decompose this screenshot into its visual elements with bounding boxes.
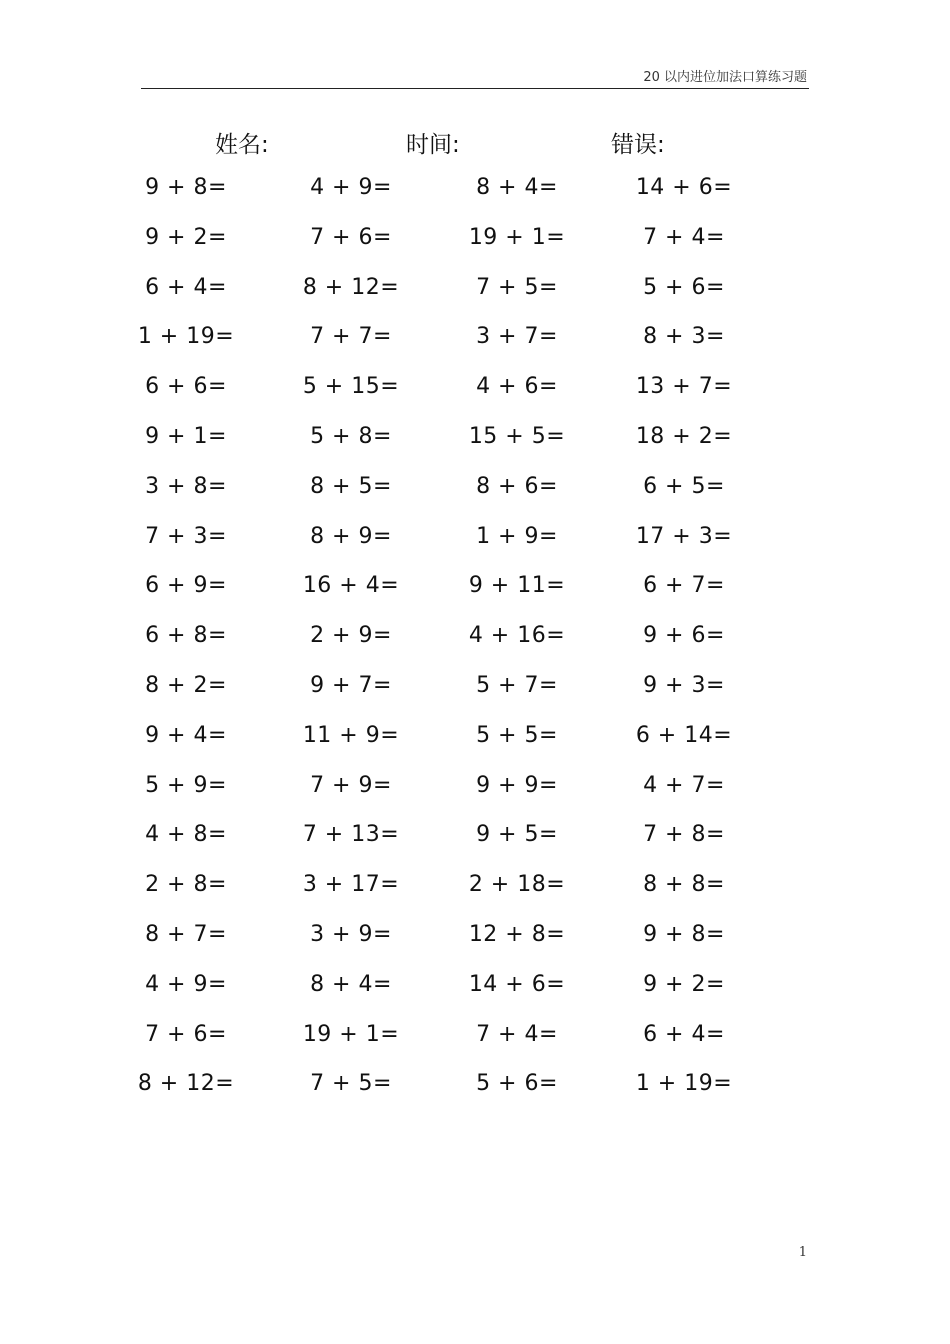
errors-label: 错误: [611,132,665,158]
problem-item: 6 + 4= [643,1021,725,1047]
problem-item: 9 + 8= [643,922,725,947]
problem-item: 3 + 8= [145,473,227,499]
problem-item: 9 + 2= [643,971,725,997]
problem-item: 8 + 12= [302,274,400,300]
problem-item: 14 + 6= [468,971,566,997]
problem-item: 8 + 9= [310,523,392,549]
problem-item: 2 + 18= [468,872,566,898]
header-divider [141,88,809,89]
problem-item: 5 + 9= [145,772,227,798]
problem-item: 3 + 17= [302,872,400,898]
problem-item: 4 + 9= [145,971,227,997]
problem-item: 7 + 4= [643,224,725,250]
problem-item: 7 + 5= [310,1071,392,1097]
problem-item: 5 + 6= [476,1071,558,1097]
problem-item: 5 + 7= [476,673,558,698]
problem-item: 4 + 7= [643,772,725,798]
problem-item: 7 + 6= [145,1021,227,1047]
problem-item: 6 + 6= [145,374,227,400]
problem-item: 6 + 8= [145,623,227,649]
problem-item: 9 + 11= [468,573,566,599]
problem-item: 7 + 8= [643,822,725,848]
problem-item: 14 + 6= [635,175,733,200]
problem-item: 5 + 6= [643,274,725,300]
problem-item: 4 + 9= [310,175,392,200]
problem-item: 6 + 4= [145,274,227,300]
problem-item: 4 + 8= [145,822,227,848]
problem-item: 9 + 9= [476,772,558,798]
problem-item: 1 + 19= [137,324,235,350]
problem-item: 16 + 4= [302,573,400,599]
problem-item: 9 + 3= [643,673,725,698]
problem-item: 3 + 9= [310,922,392,947]
problem-item: 1 + 19= [635,1071,733,1097]
problem-item: 5 + 8= [310,424,392,449]
problem-item: 7 + 4= [476,1021,558,1047]
problem-item: 5 + 15= [302,374,400,400]
time-label: 时间: [406,132,460,158]
problem-item: 9 + 4= [145,722,227,748]
problem-item: 15 + 5= [468,424,566,449]
problem-item: 8 + 3= [643,324,725,350]
problem-item: 7 + 9= [310,772,392,798]
problem-item: 9 + 2= [145,224,227,250]
problem-item: 1 + 9= [476,523,558,549]
problem-item: 8 + 7= [145,922,227,947]
problem-item: 8 + 5= [310,473,392,499]
problem-item: 7 + 3= [145,523,227,549]
name-label: 姓名: [215,132,269,158]
problem-item: 11 + 9= [302,722,400,748]
problem-item: 5 + 5= [476,722,558,748]
problem-item: 7 + 13= [302,822,400,848]
problem-item: 9 + 6= [643,623,725,649]
problem-item: 2 + 8= [145,872,227,898]
problem-item: 6 + 14= [635,722,733,748]
problem-item: 6 + 5= [643,473,725,499]
problem-item: 9 + 7= [310,673,392,698]
problem-item: 9 + 1= [145,424,227,449]
problem-item: 8 + 4= [310,971,392,997]
page-number: 1 [798,1245,807,1260]
problem-item: 13 + 7= [635,374,733,400]
problem-item: 8 + 2= [145,673,227,698]
problem-item: 8 + 12= [137,1071,235,1097]
problem-item: 8 + 6= [476,473,558,499]
problem-item: 17 + 3= [635,523,733,549]
problem-item: 7 + 5= [476,274,558,300]
problem-item: 19 + 1= [468,224,566,250]
problem-item: 19 + 1= [302,1021,400,1047]
page-header-title: 20 以内进位加法口算练习题 [643,70,807,85]
problem-item: 9 + 5= [476,822,558,848]
problem-item: 3 + 7= [476,324,558,350]
problem-item: 7 + 6= [310,224,392,250]
problem-item: 7 + 7= [310,324,392,350]
problem-item: 8 + 8= [643,872,725,898]
problem-item: 12 + 8= [468,922,566,947]
problem-item: 6 + 9= [145,573,227,599]
problem-item: 4 + 16= [468,623,566,649]
problem-item: 4 + 6= [476,374,558,400]
problem-item: 2 + 9= [310,623,392,649]
problem-item: 9 + 8= [145,175,227,200]
problem-item: 8 + 4= [476,175,558,200]
problem-item: 6 + 7= [643,573,725,599]
problem-item: 18 + 2= [635,424,733,449]
